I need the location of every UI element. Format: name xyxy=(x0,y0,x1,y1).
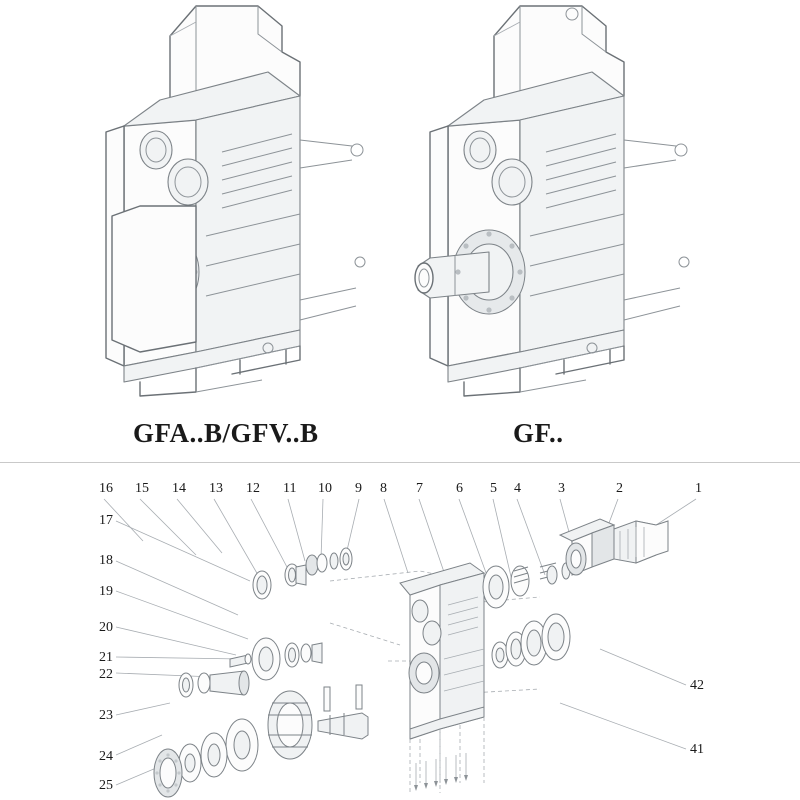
callout-15: 15 xyxy=(135,481,149,496)
callout-41: 41 xyxy=(690,742,704,757)
callout-22: 22 xyxy=(99,667,113,682)
callout-5: 5 xyxy=(490,481,497,496)
callout-8: 8 xyxy=(380,481,387,496)
callout-19: 19 xyxy=(99,584,113,599)
exploded-parts-illustration xyxy=(0,463,800,800)
callout-4: 4 xyxy=(514,481,521,496)
callout-1: 1 xyxy=(695,481,702,496)
callout-10: 10 xyxy=(318,481,332,496)
callout-23: 23 xyxy=(99,708,113,723)
callout-21: 21 xyxy=(99,650,113,665)
callout-17: 17 xyxy=(99,513,113,528)
callout-11: 11 xyxy=(283,481,297,496)
caption-gf: GF.. xyxy=(513,418,564,448)
callout-13: 13 xyxy=(209,481,223,496)
gearbox-left-illustration xyxy=(106,6,365,396)
callout-14: 14 xyxy=(172,481,186,496)
callout-18: 18 xyxy=(99,553,113,568)
exploded-view-section xyxy=(0,463,800,800)
callout-3: 3 xyxy=(558,481,565,496)
callout-24: 24 xyxy=(99,749,113,764)
callout-6: 6 xyxy=(456,481,463,496)
gearbox-right-illustration xyxy=(415,6,689,396)
callout-42: 42 xyxy=(690,678,704,693)
callout-20: 20 xyxy=(99,620,113,635)
callout-25: 25 xyxy=(99,778,113,793)
callout-12: 12 xyxy=(246,481,260,496)
callout-9: 9 xyxy=(355,481,362,496)
caption-gfab-gfvb: GFA..B/GFV..B xyxy=(133,418,319,448)
callout-16: 16 xyxy=(99,481,113,496)
callout-2: 2 xyxy=(616,481,623,496)
callout-7: 7 xyxy=(416,481,423,496)
